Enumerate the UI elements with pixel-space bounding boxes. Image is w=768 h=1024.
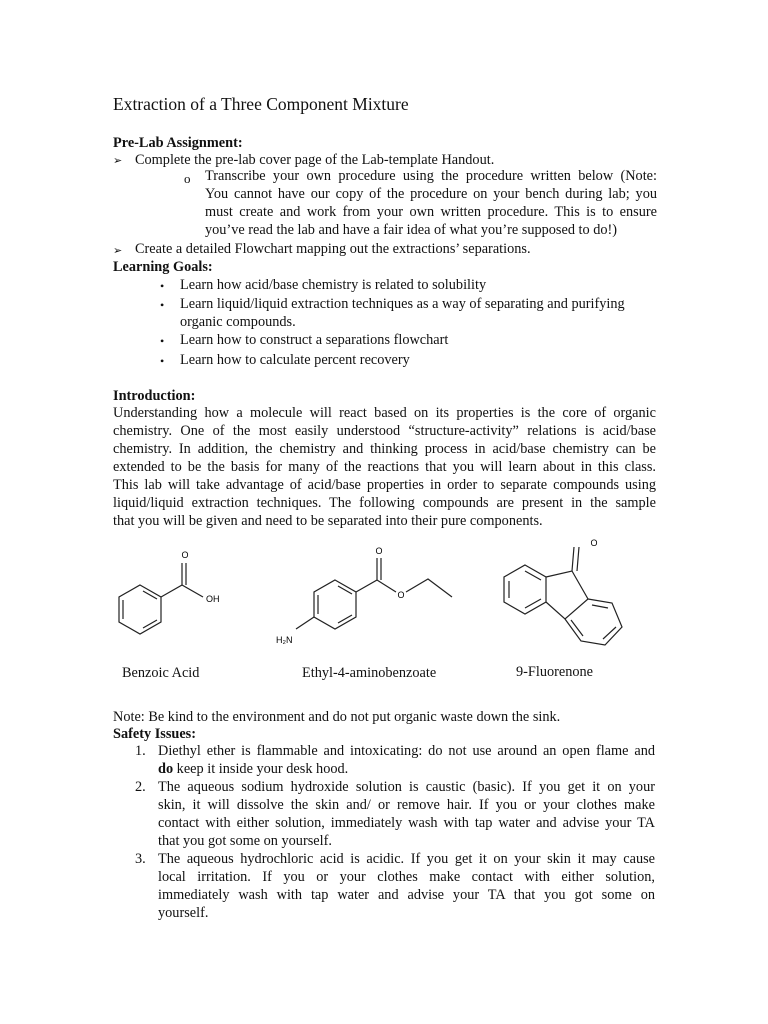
goals-heading: Learning Goals: — [113, 259, 213, 275]
safety-bold-word: do — [158, 761, 174, 777]
benzoic-acid-caption: Benzoic Acid — [122, 665, 200, 681]
prelab-sub-line: You cannot have our copy of the procedure on your bench during lab; you — [205, 186, 657, 202]
prelab-subitem — [205, 167, 657, 239]
safety-item-1 — [158, 742, 655, 778]
goal-item: Learn how to calculate percent recovery — [180, 352, 410, 368]
intro-line: Understanding how a molecule will react based on its properties is the core of organic — [113, 405, 656, 421]
intro-heading: Introduction: — [113, 388, 196, 404]
intro-line: This lab will take advantage of acid/base properties in order to separate compounds using — [113, 477, 656, 493]
safety-heading: Safety Issues: — [113, 726, 197, 742]
ethyl-aminobenzoate-caption: Ethyl-4-aminobenzoate — [302, 665, 437, 681]
prelab-sub-line: you’ve read the lab and have a fair idea of what you’re supposed to do!) — [205, 222, 618, 238]
prelab-heading: Pre-Lab Assignment: — [113, 135, 243, 151]
document-title: Extraction of a Three Component Mixture — [113, 94, 409, 114]
intro-line: extended to be the basis for many of the reactions that you will learn about in this class. — [113, 459, 656, 475]
fluorenone-caption: 9-Fluorenone — [516, 664, 594, 680]
safety-line: immediately wash with tap water and advise your TA that you got some on — [158, 887, 655, 903]
benzoic-acid-structure — [119, 563, 203, 634]
goal-item: Learn liquid/liquid extraction techniques as a way of separating and purifying — [180, 296, 625, 312]
safety-line: that you got some on yourself. — [158, 833, 332, 849]
fluorenone-structure — [504, 547, 622, 645]
safety-line: skin, it will dissolve the skin and/ or remove hair. If you or your clothes make — [158, 797, 655, 813]
goal-item: Learn how to construct a separations flowchart — [180, 332, 449, 348]
prelab-item-1: Complete the pre-lab cover page of the Lab-template Handout. — [135, 152, 495, 168]
safety-number: 2. — [135, 779, 146, 795]
arrow-bullet-icon: ➢ — [113, 155, 123, 167]
safety-line: The aqueous hydrochloric acid is acidic. If you get it on your skin it may cause — [158, 851, 655, 867]
safety-line: local irritation. If you or your clothes make contact with either solution, — [158, 869, 655, 885]
intro-paragraph — [113, 404, 656, 530]
environment-note: Note: Be kind to the environment and do not put organic waste down the sink. — [113, 709, 561, 725]
arrow-bullet-icon: ➢ — [113, 245, 123, 257]
dot-bullet-icon: • — [160, 279, 165, 293]
goal-item: Learn how acid/base chemistry is related to solubility — [180, 277, 487, 293]
prelab-item-2: Create a detailed Flowchart mapping out the extractions’ separations. — [135, 241, 531, 257]
dot-bullet-icon: • — [160, 354, 165, 368]
safety-line: Diethyl ether is flammable and intoxicating: do not use around an open flame and — [158, 743, 655, 759]
safety-number: 1. — [135, 743, 146, 759]
intro-line: liquid/liquid extraction techniques. The following compounds are present in the sample — [113, 495, 656, 511]
dot-bullet-icon: • — [160, 298, 165, 312]
ethyl-o2-label: O — [397, 590, 405, 600]
safety-item-3 — [158, 850, 655, 922]
ethyl-nh2-label: H₂N — [276, 635, 293, 645]
ethyl-o1-label: O — [375, 546, 383, 556]
safety-line: yourself. — [158, 905, 209, 921]
fluorenone-o-label: O — [590, 538, 598, 548]
dot-bullet-icon: • — [160, 334, 165, 348]
safety-line: The aqueous sodium hydroxide solution is caustic (basic). If you get it on your — [158, 779, 655, 795]
benzoic-o-label: O — [181, 550, 189, 560]
safety-line: contact with either solution, immediately wash with tap water and advise your TA — [158, 815, 655, 831]
safety-line-tail: keep it inside your desk hood. — [173, 761, 349, 777]
intro-line: chemistry. In addition, the chemistry and thinking process in acid/base chemistry can be — [113, 441, 656, 457]
intro-line: that you will be given and need to be separated into their pure components. — [113, 513, 543, 529]
prelab-sub-line: must create and work from your own written procedure. This is to ensure — [205, 204, 657, 220]
prelab-sub-line: Transcribe your own procedure using the procedure written below (Note: — [205, 168, 657, 184]
chemical-structures — [100, 535, 660, 660]
ethyl-aminobenzoate-structure — [296, 558, 452, 629]
benzoic-oh-label: OH — [206, 594, 220, 604]
circle-bullet-icon: o — [184, 171, 191, 186]
intro-line: chemistry. One of the most easily understood “structure-activity” relations is acid/base — [113, 423, 656, 439]
goal-item-continued: organic compounds. — [180, 314, 296, 330]
safety-item-2 — [158, 778, 655, 850]
safety-number: 3. — [135, 851, 146, 867]
safety-line-last — [158, 760, 655, 778]
